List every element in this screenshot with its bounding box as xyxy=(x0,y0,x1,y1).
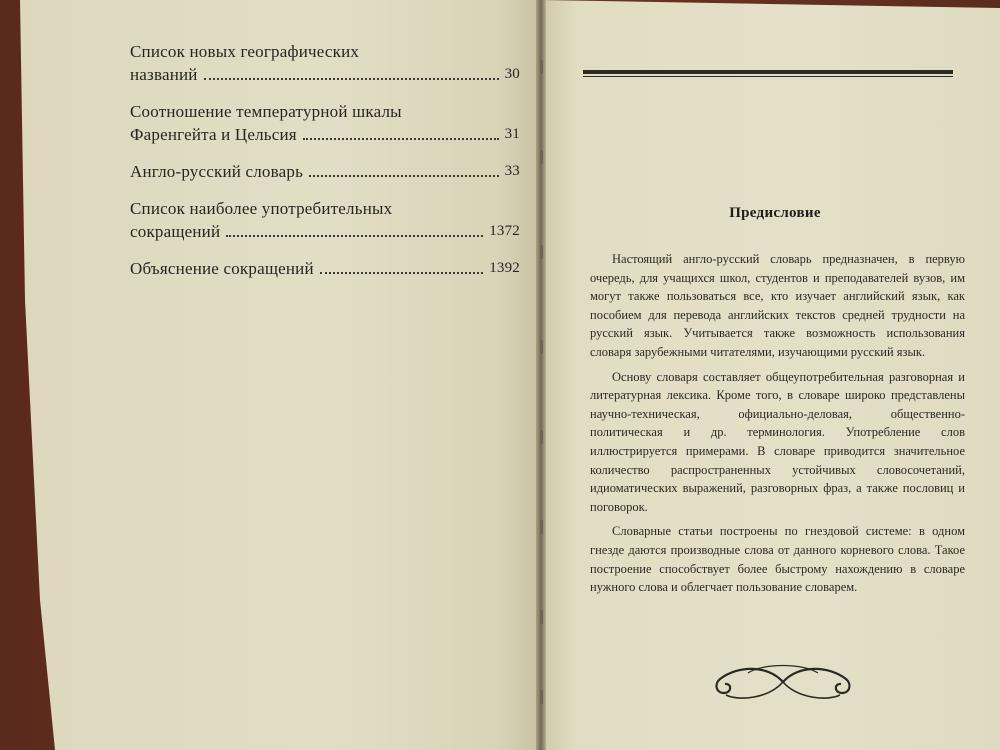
toc-entry-title-line: Список наиболее употребительных xyxy=(130,199,393,218)
preface-paragraph: Основу словаря составляет общеупотребительная разговорная и литературная лексика. Кроме того, в словаре широко представлены научно-техническая, официально-деловая, общественно-политическая и др. терминология. Употребление слов иллюстрируется примерами. В словаре приводится значительное количество распространенных устойчивых словосочетаний, идиоматических выражений, разговорных фраз, а также пословиц и поговорок. xyxy=(590,369,965,514)
binding-stitch xyxy=(540,520,543,534)
toc-entry-line xyxy=(130,220,520,243)
toc-entry xyxy=(130,257,520,280)
toc-entry-title-line: Объяснение сокращений xyxy=(130,259,314,278)
toc-page-number: 30 xyxy=(504,66,520,82)
binding-stitch xyxy=(540,690,543,704)
binding-stitch xyxy=(540,340,543,354)
binding-stitch xyxy=(540,610,543,624)
leader-dots xyxy=(320,272,483,274)
preface-body xyxy=(590,250,965,603)
toc-entry-line xyxy=(130,63,520,86)
book-gutter xyxy=(536,0,546,750)
toc-page-number: 31 xyxy=(504,126,520,142)
toc-entry xyxy=(130,40,520,86)
leader-dots xyxy=(303,138,499,140)
preface-title: Предисловие xyxy=(729,205,821,221)
binding-stitch xyxy=(540,245,543,259)
toc-entry-title-line: Список новых географических xyxy=(130,42,360,61)
header-rule xyxy=(583,70,953,74)
toc-entry-title-line: названий xyxy=(130,65,198,84)
header-rule-thin xyxy=(583,76,953,77)
binding-stitch xyxy=(540,150,543,164)
toc-entry xyxy=(130,197,520,243)
preface-paragraph: Настоящий англо-русский словарь предназначен, в первую очередь, для учащихся школ, студентов и преподавателей вузов, им могут также пользоваться все, кто изучает английский язык, как пособием для перевода английских текстов средней трудности на русский язык. Учитывается также возможность использования словаря зарубежными читателями, изучающими русский язык. xyxy=(590,252,965,359)
toc-entry-title-line: сокращений xyxy=(130,222,221,241)
leader-dots xyxy=(309,175,499,177)
toc-entry-line xyxy=(130,160,520,183)
toc-page-number: 1372 xyxy=(489,223,520,239)
binding-stitch xyxy=(540,60,543,74)
leader-dots xyxy=(204,78,499,80)
toc-entry-title-line: Соотношение температурной шкалы xyxy=(130,102,402,121)
toc-page-number: 33 xyxy=(504,163,520,179)
toc-entry xyxy=(130,160,520,183)
table-of-contents xyxy=(130,40,520,294)
toc-entry-title-line: Англо-русский словарь xyxy=(130,162,304,181)
toc-entry-title-line: Фаренгейта и Цельсия xyxy=(130,125,297,144)
toc-entry-line xyxy=(130,123,520,146)
binding-stitch xyxy=(540,430,543,444)
leader-dots xyxy=(226,235,483,237)
toc-entry xyxy=(130,100,520,146)
toc-page-number: 1392 xyxy=(489,260,520,276)
toc-entry-line xyxy=(130,257,520,280)
flourish-ornament-icon xyxy=(708,657,858,707)
preface-paragraph: Словарные статьи построены по гнездовой системе: в одном гнезде даются производные слова от данного корневого слова. Такое построение способствует более быстрому нахождению в словаре нужного слова и облегчает пользование словарем. xyxy=(590,524,965,595)
